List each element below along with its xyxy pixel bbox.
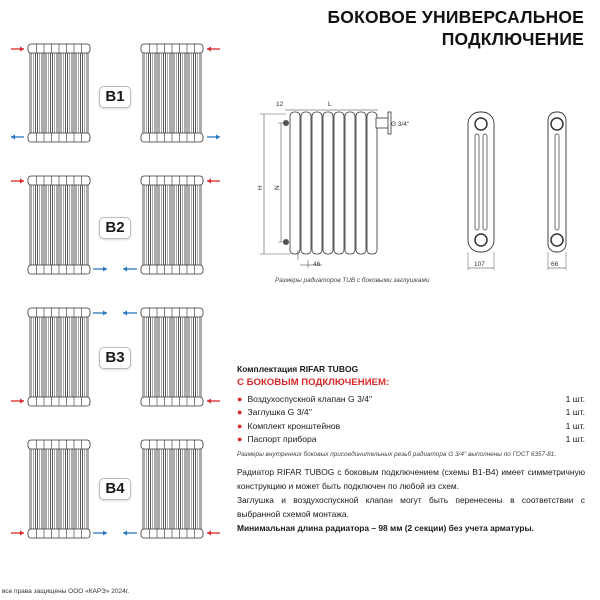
return-arrow-icon: [93, 311, 107, 316]
tube: [475, 134, 479, 230]
radiator-section: [83, 180, 89, 270]
bullet-icon: ●: [237, 420, 243, 431]
radiator-section: [143, 48, 149, 138]
radiator-section: [188, 312, 194, 402]
radiator-section: [345, 112, 355, 254]
radiator-section: [158, 312, 164, 402]
radiator-section: [53, 444, 59, 534]
radiator-section: [173, 444, 179, 534]
return-arrow-icon: [93, 531, 107, 536]
radiator-section: [151, 180, 157, 270]
supply-arrow-icon: [11, 47, 24, 52]
tube: [483, 134, 487, 230]
kit-title: Комплектация RIFAR TUBOG: [237, 364, 359, 374]
bullet-icon: ●: [237, 407, 243, 418]
radiator-section: [158, 180, 164, 270]
radiator-section: [68, 312, 74, 402]
drawing-caption: Размеры радиаторов TUB с боковыми заглушками: [275, 277, 430, 284]
return-arrow-icon: [123, 531, 137, 536]
kit-item-name: ● Заглушка G 3/4'': [237, 407, 312, 418]
radiator-section: [151, 444, 157, 534]
kit-item: [237, 392, 585, 406]
dim-66: 66: [551, 261, 559, 268]
radiator-section: [181, 180, 187, 270]
radiator-section: [173, 48, 179, 138]
supply-arrow-icon: [11, 179, 24, 184]
radiator-section: [181, 444, 187, 534]
description-p3: Минимальная длина радиатора – 98 мм (2 секции) без учета арматуры.: [237, 523, 534, 533]
radiator-section: [312, 112, 322, 254]
return-arrow-icon: [123, 311, 137, 316]
radiator-section: [196, 180, 202, 270]
supply-arrow-icon: [11, 531, 24, 536]
radiator-section: [367, 112, 377, 254]
supply-arrow-icon: [207, 47, 220, 52]
radiator-section: [68, 444, 74, 534]
radiator-section: [45, 180, 51, 270]
kit-item-name: ● Паспорт прибора: [237, 434, 317, 445]
kit-note: Размеры внутренних боковых присоединительных резьб радиатора G 3/4'' выполнены по ГОСТ 6357-81.: [237, 451, 557, 458]
return-arrow-icon: [207, 135, 220, 140]
connection-schemes: [0, 0, 230, 560]
radiator-section: [181, 312, 187, 402]
radiator-section: [38, 48, 44, 138]
kit-item: [237, 406, 585, 420]
radiator-section: [45, 312, 51, 402]
kit-item-qty: 1 шт.: [565, 393, 585, 404]
kit-section: [237, 364, 585, 458]
return-arrow-icon: [123, 267, 137, 272]
radiator-section: [301, 112, 311, 254]
supply-arrow-icon: [207, 531, 220, 536]
radiator-section: [45, 444, 51, 534]
nipple-icon: [551, 234, 563, 246]
radiator-section: [188, 444, 194, 534]
dim-12: 12: [276, 101, 284, 108]
radiator-section: [53, 312, 59, 402]
dim-L: L: [328, 101, 332, 108]
radiator-section: [143, 444, 149, 534]
radiator-section: [30, 180, 36, 270]
dim-46: 46: [313, 261, 321, 268]
radiator-section: [60, 48, 66, 138]
radiator-section: [83, 444, 89, 534]
radiator-section: [158, 444, 164, 534]
nipple-icon: [475, 234, 487, 246]
kit-item-qty: 1 шт.: [565, 434, 585, 445]
radiator-section: [151, 48, 157, 138]
radiator-section: [143, 180, 149, 270]
radiator-section: [196, 444, 202, 534]
radiator-section: [75, 180, 81, 270]
radiator-section: [38, 180, 44, 270]
radiator-section: [290, 112, 300, 254]
kit-item-name: ● Воздухоспускной клапан G 3/4'': [237, 393, 373, 404]
nipple-icon: [551, 118, 563, 130]
dimension-drawing: [250, 90, 600, 275]
supply-arrow-icon: [11, 399, 24, 404]
description-p2: Заглушка и воздухоспускной клапан могут быть перенесены в соответствии с выбранной схемой монтажа.: [237, 495, 585, 519]
radiator-section: [151, 312, 157, 402]
radiator-section: [143, 312, 149, 402]
supply-arrow-icon: [207, 179, 220, 184]
radiator-section: [53, 48, 59, 138]
radiator-icon: [141, 44, 203, 142]
dim-H: H: [257, 185, 264, 190]
radiator-section: [45, 48, 51, 138]
kit-item-qty: 1 шт.: [565, 407, 585, 418]
kit-list: [237, 392, 585, 446]
radiator-icon: [141, 308, 203, 406]
return-arrow-icon: [11, 135, 24, 140]
radiator-section: [173, 180, 179, 270]
kit-item-qty: 1 шт.: [565, 420, 585, 431]
radiator-section: [30, 444, 36, 534]
copyright: все права защищены ООО «КАРЭ» 2024г.: [2, 588, 130, 595]
radiator-section: [38, 444, 44, 534]
radiator-section: [181, 48, 187, 138]
radiator-section: [30, 48, 36, 138]
radiator-section: [166, 180, 172, 270]
radiator-section: [173, 312, 179, 402]
scheme-label-b3: B3: [99, 347, 131, 369]
radiator-section: [60, 444, 66, 534]
radiator-section: [60, 312, 66, 402]
radiator-section: [60, 180, 66, 270]
radiator-icon: [28, 440, 90, 538]
radiator-section: [83, 48, 89, 138]
radiator-icon: [141, 176, 203, 274]
radiator-section: [196, 48, 202, 138]
radiator-section: [53, 180, 59, 270]
scheme-label-b2: B2: [99, 217, 131, 239]
radiator-section: [75, 312, 81, 402]
radiator-section: [356, 112, 366, 254]
radiator-section: [83, 312, 89, 402]
radiator-section: [166, 444, 172, 534]
dim-107: 107: [474, 261, 485, 268]
radiator-section: [68, 180, 74, 270]
bullet-icon: ●: [237, 393, 243, 404]
radiator-icon: [28, 308, 90, 406]
radiator-section: [75, 444, 81, 534]
radiator-section: [30, 312, 36, 402]
radiator-icon: [141, 440, 203, 538]
supply-arrow-icon: [207, 399, 220, 404]
description-p1: Радиатор RIFAR TUBOG с боковым подключением (схемы B1-B4) имеет симметричную конструкцию и может быть подключен по любой из схем.: [237, 467, 585, 491]
kit-item-name: ● Комплект кронштейнов: [237, 420, 341, 431]
description: [237, 465, 585, 535]
radiator-section: [166, 48, 172, 138]
scheme-label-b4: B4: [99, 478, 131, 500]
radiator-section: [334, 112, 344, 254]
bullet-icon: ●: [237, 434, 243, 445]
dim-N: N: [274, 185, 281, 190]
flange: [388, 112, 391, 134]
radiator-icon: [28, 44, 90, 142]
radiator-section: [158, 48, 164, 138]
dim-thread: G 3/4'': [391, 121, 410, 128]
radiator-section: [323, 112, 333, 254]
radiator-icon: [28, 176, 90, 274]
radiator-section: [188, 180, 194, 270]
radiator-section: [68, 48, 74, 138]
side-view: [468, 112, 494, 252]
kit-item: [237, 433, 585, 447]
radiator-section: [75, 48, 81, 138]
radiator-section: [166, 312, 172, 402]
page-title: БОКОВОЕ УНИВЕРСАЛЬНОЕ ПОДКЛЮЧЕНИЕ: [327, 7, 584, 49]
kit-item: [237, 419, 585, 433]
return-arrow-icon: [93, 267, 107, 272]
nipple-icon: [475, 118, 487, 130]
kit-subtitle: С БОКОВЫМ ПОДКЛЮЧЕНИЕМ:: [237, 377, 390, 388]
radiator-section: [38, 312, 44, 402]
radiator-section: [188, 48, 194, 138]
scheme-label-b1: B1: [99, 86, 131, 108]
radiator-section: [196, 312, 202, 402]
tube: [555, 134, 559, 230]
